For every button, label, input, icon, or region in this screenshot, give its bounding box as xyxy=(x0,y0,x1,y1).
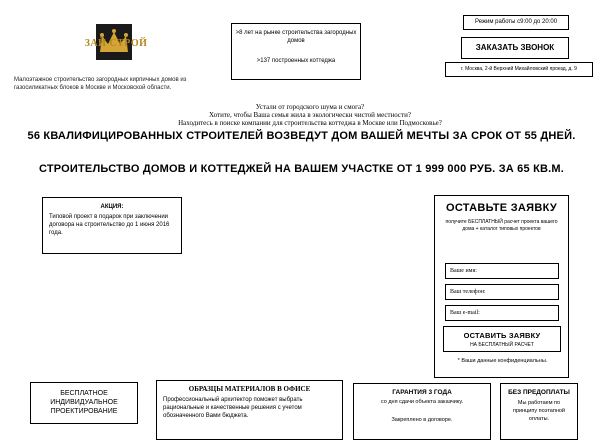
feature-no-prepayment xyxy=(500,383,578,440)
submit-label: ОСТАВИТЬ ЗАЯВКУ xyxy=(463,331,541,340)
name-field[interactable]: Ваше имя: xyxy=(445,263,559,279)
questions-block xyxy=(140,103,480,127)
submit-request-button[interactable] xyxy=(443,326,561,352)
form-subtitle: получите БЕСПЛАТНЫЙ расчет проекта вашего дома + каталог типовых проектов xyxy=(445,219,558,232)
promo-text: Типовой проект в подарок при заключении договора на строительство до 1 июня 2016 года. xyxy=(49,214,170,236)
facts-box xyxy=(231,23,361,80)
feature-samples-text: Профессиональный архитектор поможет выбрать рациональные и качественные решения с учетом обозначенного Вами бюджета. xyxy=(163,397,303,419)
fact-built: >137 построенных коттеджа xyxy=(256,58,336,64)
promo-title: АКЦИЯ: xyxy=(100,204,124,210)
promo-box xyxy=(42,197,182,254)
privacy-note: * Ваши данные конфиденциальны. xyxy=(457,358,548,364)
email-field[interactable]: Ваш e-mail: xyxy=(445,305,559,321)
feature-warranty-title: ГАРАНТИЯ 3 ГОДА xyxy=(392,389,452,396)
feature-no-prepayment-title: БЕЗ ПРЕДОПЛАТЫ xyxy=(508,389,570,396)
work-schedule: Режим работы с9:00 до 20:00 xyxy=(463,15,569,30)
fact-years: >8 лет на рынке строительства загородных домов xyxy=(235,30,357,44)
question-noise: Устали от городского шума и смога? xyxy=(255,103,365,111)
feature-warranty-text: со дня сдачи объекта заказчику. xyxy=(380,399,464,405)
question-company: Находитесь в поиске компании для строительства коттеджа в Москве или Подмосковье? xyxy=(178,119,442,127)
logo-text: ЗАЙ СТРОЙ xyxy=(84,38,148,49)
headline-price: СТРОИТЕЛЬСТВО ДОМОВ И КОТТЕДЖЕЙ НА ВАШЕМ УЧАСТКЕ ОТ 1 999 000 РУБ. ЗА 65 КВ.М. xyxy=(38,163,565,175)
form-title: ОСТАВЬТЕ ЗАЯВКУ xyxy=(445,202,558,214)
phone-field[interactable]: Ваш телефон: xyxy=(445,284,559,300)
feature-samples xyxy=(156,380,343,440)
request-form xyxy=(434,195,569,378)
submit-sublabel: НА БЕСПЛАТНЫЙ РАСЧЕТ xyxy=(470,342,534,348)
feature-warranty-contract: Закреплено в договоре. xyxy=(391,417,453,423)
tagline: Малоэтажное строительство загородных кирпичных домов из газосиликатных блоков в Москве и Московской области. xyxy=(14,77,187,91)
feature-samples-title: ОБРАЗЦЫ МАТЕРИАЛОВ В ОФИСЕ xyxy=(188,385,311,393)
question-ecology: Хотите, чтобы Ваша семья жила в экологически чистой местности? xyxy=(209,111,411,119)
headline-builders: 56 КВАЛИФИЦИРОВАННЫХ СТРОИТЕЛЕЙ ВОЗВЕДУТ ДОМ ВАШЕЙ МЕЧТЫ ЗА СРОК ОТ 55 ДНЕЙ. xyxy=(27,130,576,142)
feature-no-prepayment-text: Мы работаем по принципу поэтапной оплаты. xyxy=(512,400,565,422)
feature-free-design: БЕСПЛАТНОЕ ИНДИВИДУАЛЬНОЕ ПРОЕКТИРОВАНИЕ xyxy=(30,382,138,424)
address: г. Москва, 2-й Верхний Михайловский проезд, д. 9 xyxy=(445,62,593,77)
feature-warranty xyxy=(353,383,491,440)
callback-button[interactable]: ЗАКАЗАТЬ ЗВОНОК xyxy=(461,37,569,59)
